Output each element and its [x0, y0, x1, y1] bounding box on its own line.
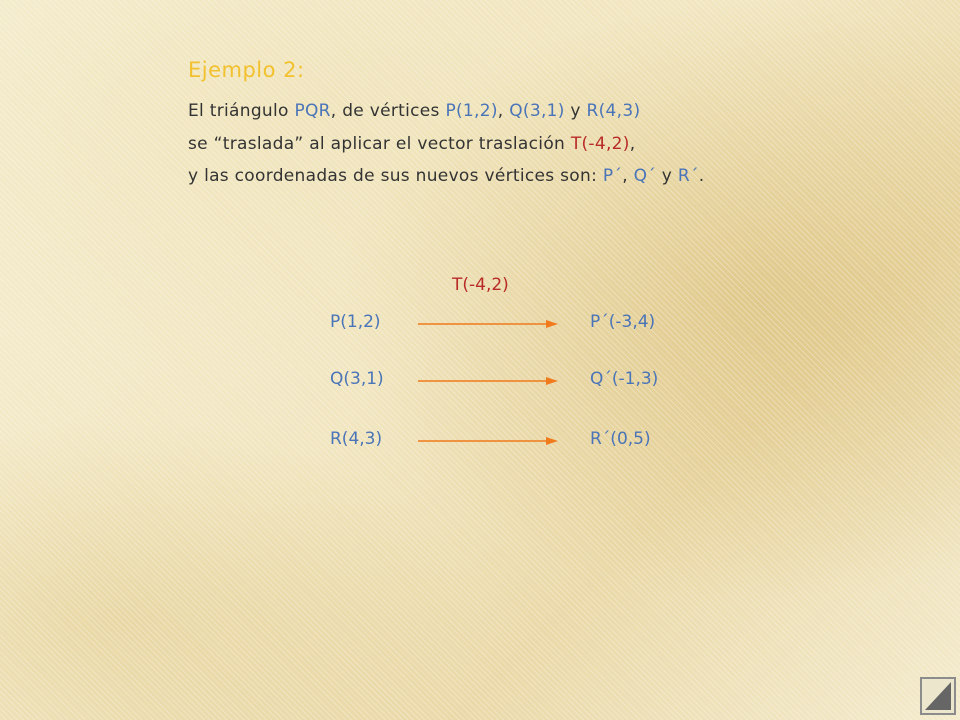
back-button[interactable] [920, 677, 956, 715]
translated-point: R´(0,5) [590, 429, 651, 449]
vertex-r: R(4,3) [586, 101, 641, 121]
intro-text: , [629, 134, 636, 154]
separator: y [656, 166, 678, 186]
translated-point: P´(-3,4) [590, 312, 656, 332]
translation-vector-label: T(-4,2) [452, 275, 509, 295]
arrow-right-icon [418, 434, 558, 448]
translation-vector: T(-4,2) [570, 134, 630, 154]
intro-text: y las coordenadas de sus nuevos vértices son: [188, 166, 603, 186]
translated-point: Q´(-1,3) [590, 369, 659, 389]
intro-line-2 [188, 134, 635, 154]
arrow-right-icon [418, 317, 558, 331]
intro-line-1 [188, 101, 640, 121]
new-vertex-p: P´ [602, 166, 623, 186]
intro-text: se “traslada” al aplicar el vector traslación [188, 134, 571, 154]
original-point: P(1,2) [330, 312, 381, 332]
intro-text: El triángulo [188, 101, 295, 121]
vertex-q: Q(3,1) [509, 101, 565, 121]
separator: , [497, 101, 510, 121]
separator: y [564, 101, 587, 121]
vertex-p: P(1,2) [445, 101, 498, 121]
separator: , [622, 166, 634, 186]
new-vertex-r: R´ [677, 166, 699, 186]
new-vertex-q: Q´ [633, 166, 657, 186]
arrow-right-icon [418, 374, 558, 388]
triangle-name: PQR [294, 101, 331, 121]
slide-title: Ejemplo 2: [188, 58, 305, 82]
intro-text: , de vértices [330, 101, 446, 121]
original-point: R(4,3) [330, 429, 383, 449]
back-triangle-icon [923, 680, 953, 712]
period: . [698, 166, 705, 186]
intro-line-3 [188, 166, 705, 186]
original-point: Q(3,1) [330, 369, 384, 389]
